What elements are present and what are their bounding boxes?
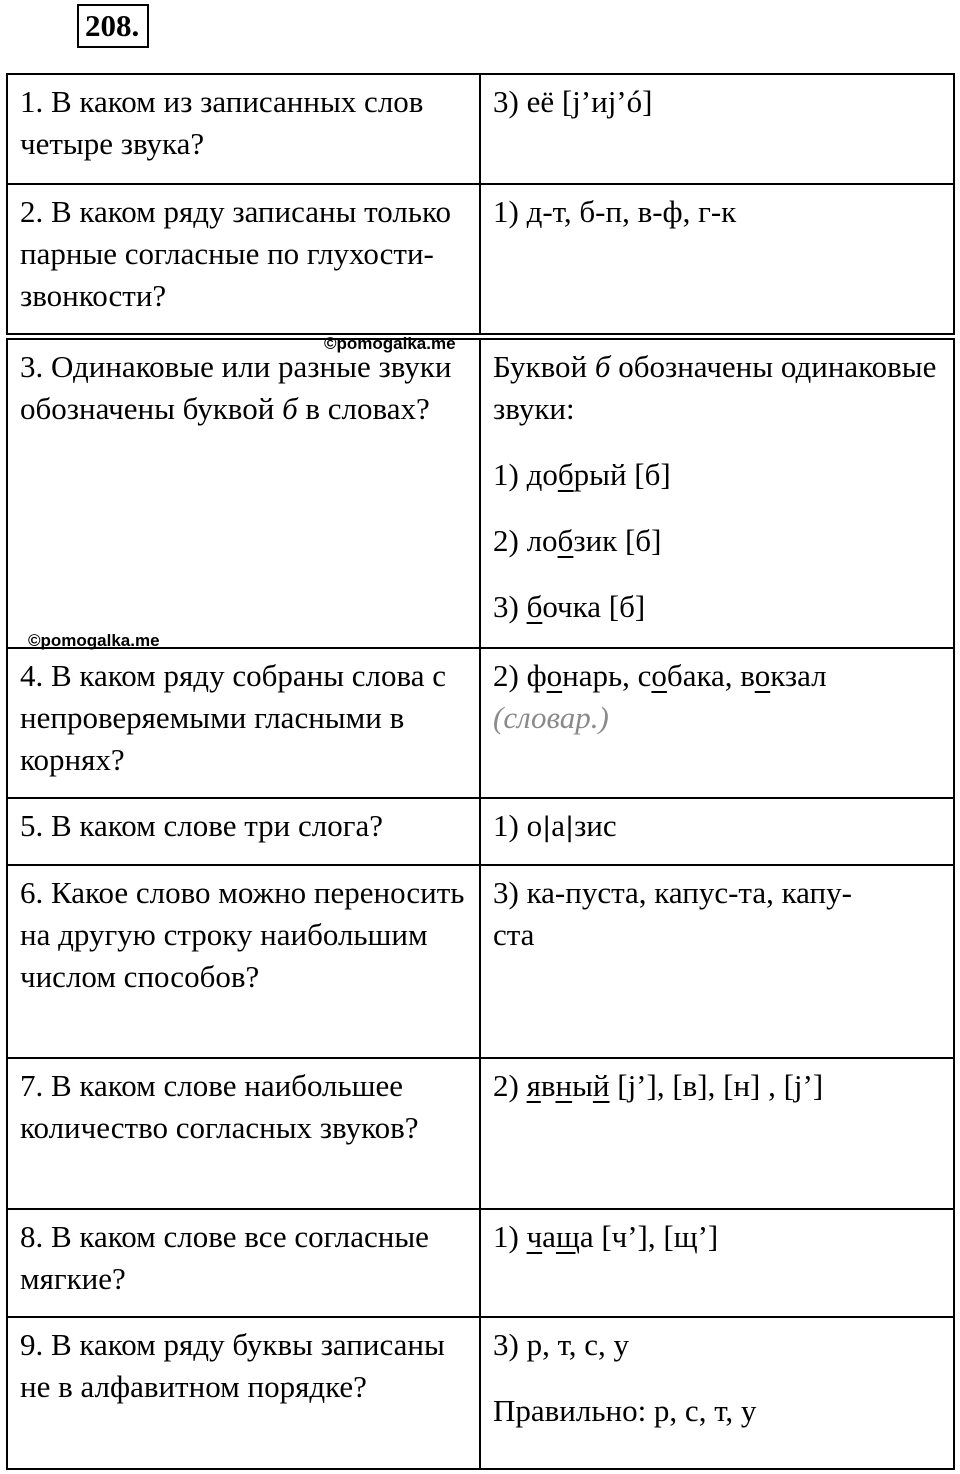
answer-9-correct: Правильно: р, с, т, у [493,1393,757,1428]
question-6: 6. Какое слово можно переносить на другую строку наибольшим числом способов? [7,865,480,1058]
answers-table-part-2 [6,338,955,1470]
answer-4 [480,648,954,798]
question-3-text: 3. Одинаковые или разные звуки обозначены буквой б в словах? [20,349,452,426]
table-row [7,184,954,334]
watermark-bottom: ©pomogalka.me [28,631,160,650]
question-2: 2. В каком ряду записаны только парные согласные по глухости-звонкости? [7,184,480,334]
watermark-top: ©pomogalka.me [324,334,456,353]
answer-6-text: 3) ка-пуста, капус-та, капу- ста [493,875,852,952]
task-number: 208. [77,4,149,48]
question-8: 8. В каком слове все согласные мягкие? [7,1209,480,1317]
question-5: 5. В каком слове три слога? [7,798,480,865]
answer-7 [480,1058,954,1209]
answer-3-item-1: 1) добрый [б] [493,457,671,492]
answer-3-item-3: 3) бочка [б] [493,589,646,624]
answer-9 [480,1317,954,1469]
table-row [7,648,954,798]
table-row [7,1058,954,1209]
answer-4-text: 2) фонарь, собака, вокзал [493,658,827,693]
answer-3-intro: Буквой б обозначены одинаковые звуки: [493,349,937,426]
question-1: 1. В каком из записанных слов четыре звука? [7,74,480,184]
table-row [7,74,954,184]
answer-4-note: (словар.) [493,700,609,735]
answer-8 [480,1209,954,1317]
answer-2: 1) д-т, б-п, в-ф, г-к [480,184,954,334]
answer-6 [480,865,954,1058]
table-row [7,1317,954,1469]
question-7: 7. В каком слове наибольшее количество согласных звуков? [7,1058,480,1209]
answer-9-text: 3) р, т, с, у [493,1327,630,1362]
table-row [7,339,954,648]
answer-3 [480,339,954,648]
table-row [7,1209,954,1317]
answers-table-part-1 [6,73,955,335]
answer-8-text: 1) чаща [ч’], [щ’] [493,1219,719,1254]
answer-3-item-2: 2) лобзик [б] [493,523,662,558]
answer-5-text: 1) о|а|зис [493,808,617,843]
table-row [7,865,954,1058]
answer-5 [480,798,954,865]
question-3 [7,339,480,648]
answer-7-text: 2) явный [j’], [в], [н] , [j’] [493,1068,824,1103]
question-9: 9. В каком ряду буквы записаны не в алфавитном порядке? [7,1317,480,1469]
answer-1: 3) её [j’иj’ó] [480,74,954,184]
question-4: 4. В каком ряду собраны слова с непроверяемыми гласными в корнях? [7,648,480,798]
table-row [7,798,954,865]
